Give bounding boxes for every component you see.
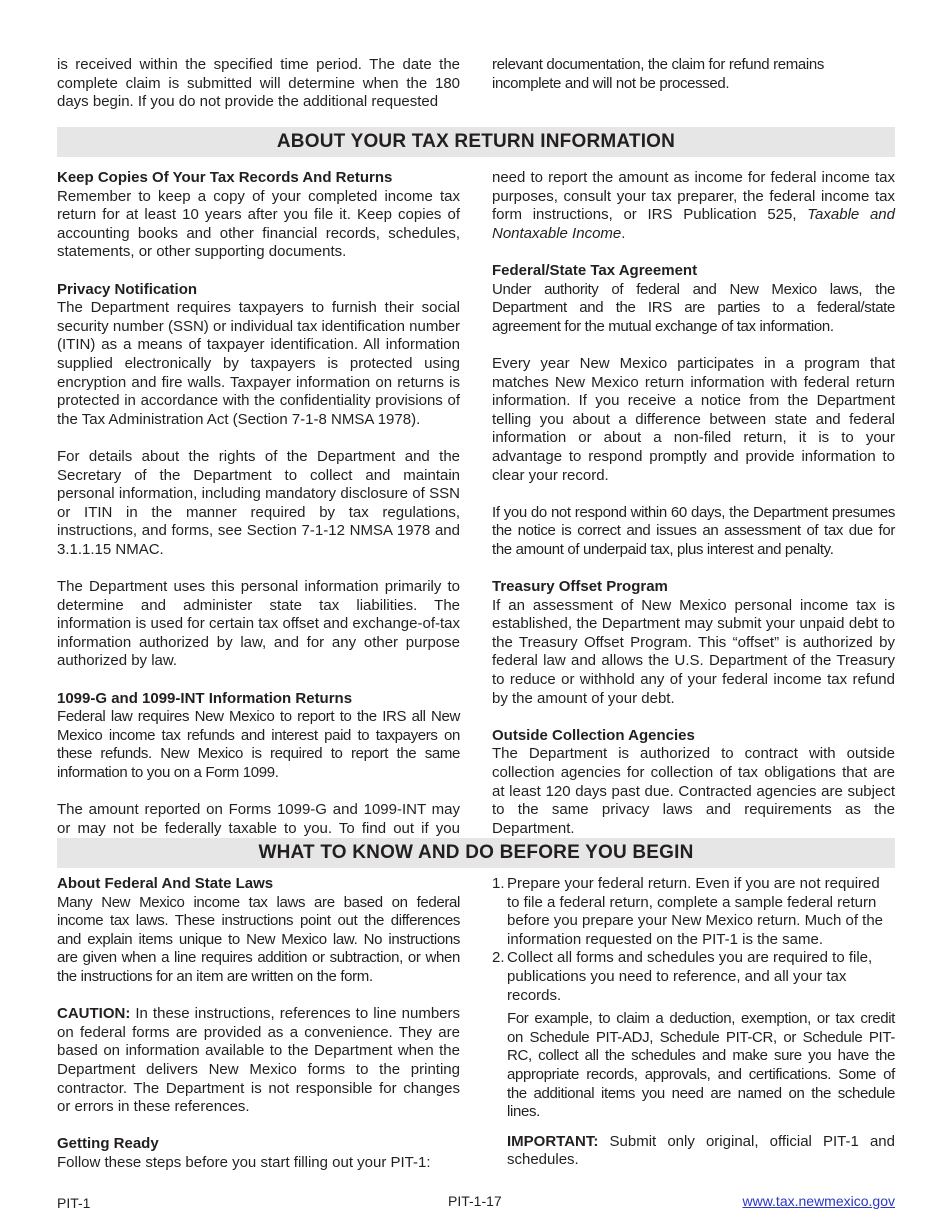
top-continuation (57, 56, 895, 112)
heading-getting-ready: Getting Ready (57, 1135, 159, 1153)
continuation-right: relevant documentation, the claim for refund remains incomplete and will not be processed. (492, 56, 824, 92)
info-returns-text-1: Federal law requires New Mexico to report to the IRS all New Mexico income tax refunds and interest paid to taxpayers on these refunds. New Mexico is required to report the same information to you on a Form 1099. (57, 708, 460, 781)
fed-state-text-2: Every year New Mexico participates in a program that matches New Mexico return information with federal return information. If you receive a notice from the Department telling you about a difference between state and federal information or about a non-filed return, it is to your advantage to respond promptly and provide information to clear your record. (492, 354, 895, 484)
heading-info-returns: 1099-G and 1099-INT Information Returns (57, 689, 353, 707)
privacy-text-1: The Department requires taxpayers to furnish their social security number (SSN) or individual tax identification number (ITIN) as a means of taxpayer identification. All information supplied electronically by taxpayers is protected using encryption and fire walls. Taxpayer information on returns is protected in accordance with the confidentiality provisions of the Tax Administration Act (Section 7-1-8 NMSA 1978). (57, 299, 460, 428)
info-returns-text-2: The amount reported on Forms 1099-G and 1099-INT may or may not be federally taxable to you. To find out if you (57, 801, 460, 837)
info-returns-cont-text: need to report the amount as income for federal income tax purposes, consult your tax preparer, the federal income tax form instructions, or IRS Publication 525, (492, 169, 895, 224)
section-tax-return-info (57, 169, 895, 838)
left-column (57, 169, 460, 838)
heading-fed-state: Federal/State Tax Agreement (492, 261, 698, 279)
collection-text: The Department is authorized to contract with outside collection agencies for collection of tax obligations that are at least 120 days past due. Contracted agencies are subject to the same privacy laws and requirements as the Department. (492, 745, 895, 837)
continuation-left: is received within the specified time period. The date the complete claim is submitted will determine when the 180 days begin. If you do not provide the additional requested (57, 56, 460, 111)
privacy-text-2: For details about the rights of the Department and the Secretary of the Department to collect and maintain personal information, including mandatory disclosure of SSN or ITIN in the manner required by tax regulations, instructions, and forms, see Section 7-1-12 NMSA 1978 and 3.1.1.15 NMAC. (57, 447, 460, 558)
info-returns-continuation (492, 169, 895, 243)
step-number: 2. (492, 949, 505, 967)
footer-website-link[interactable]: www.tax.newmexico.gov (742, 1193, 895, 1209)
fed-state-text-1: Under authority of federal and New Mexico laws, the Department and the IRS are parties to a federal/state agreement for the mutual exchange of tax information. (492, 280, 895, 335)
heading-laws: About Federal And State Laws (57, 875, 274, 892)
section-before-you-begin (57, 875, 895, 1173)
important-text (492, 1133, 895, 1170)
caution-text (57, 1005, 460, 1117)
publication-title: Taxable and Nontaxable Income (492, 206, 895, 242)
important-body: Submit only original, official PIT-1 and schedules. (507, 1132, 895, 1169)
heading-keep-copies: Keep Copies Of Your Tax Records And Returns (57, 169, 393, 186)
fed-state-text-3: If you do not respond within 60 days, the Department presumes the notice is correct and issues an assessment of tax due for the amount of underpaid tax, plus interest and penalty. (492, 503, 895, 558)
important-label: IMPORTANT: (507, 1132, 599, 1150)
page-footer (57, 1192, 895, 1212)
step-text: Collect all forms and schedules you are required to file, publications you need to reference, and all your tax records. (507, 949, 873, 1004)
step-item (492, 875, 895, 949)
info-returns-cont-end: . (621, 224, 626, 242)
getting-ready-text: Follow these steps before you start filling out your PIT-1: (57, 1153, 431, 1171)
heading-treasury: Treasury Offset Program (492, 578, 668, 596)
step-item (492, 949, 895, 1005)
privacy-text-3: The Department uses this personal information primarily to determine and administer state tax liabilities. The information is used for certain tax offset and exchange-of-tax information authorized by law, and for any other purpose authorized by law. (57, 578, 460, 670)
example-text: For example, to claim a deduction, exemption, or tax credit on Schedule PIT-ADJ, Schedule PIT-CR, or Schedule PIT-RC, collect all the schedules and make sure you have the appropriate records, approvals, and certifications. Some of the additional items you need are named on the schedule lines. (507, 1010, 895, 1121)
heading-privacy: Privacy Notification (57, 280, 198, 298)
left-column-2 (57, 875, 460, 1173)
footer-page-number: PIT-1-17 (448, 1193, 502, 1209)
steps-list (492, 875, 895, 1005)
right-column (492, 169, 895, 838)
keep-copies-text: Remember to keep a copy of your completed income tax return for at least 10 years after you file it. Keep copies of accounting books and other financial records, schedules, statements, or other supporting documents. (57, 187, 460, 261)
laws-text: Many New Mexico income tax laws are based on federal income tax laws. These instructions point out the differences and explain items unique to New Mexico law. No instructions are given when a line requires addition or subtraction, or when the instructions for an item are written on the form. (57, 893, 460, 985)
right-column-2 (492, 875, 895, 1173)
step-number: 1. (492, 875, 505, 892)
footer-form-name: PIT-1 (57, 1195, 91, 1211)
caution-body: In these instructions, references to line numbers on federal forms are provided as a convenience. They are based on information available to the Department when the Department delivers New Mexico forms to the printing contractor. The Department is not responsible for changes or errors in these references. (57, 1005, 460, 1116)
section-heading-before-you-begin: WHAT TO KNOW AND DO BEFORE YOU BEGIN (57, 838, 895, 868)
section-heading-tax-return-info: ABOUT YOUR TAX RETURN INFORMATION (57, 127, 895, 157)
heading-collection: Outside Collection Agencies (492, 726, 695, 744)
step-text: Prepare your federal return. Even if you are not required to file a federal return, complete a sample federal return before you prepare your New Mexico return. Much of the information requested on the PIT-1 is the same. (507, 875, 884, 948)
caution-label: CAUTION: (57, 1005, 131, 1023)
treasury-text: If an assessment of New Mexico personal income tax is established, the Department may submit your unpaid debt to the Treasury Offset Program. This “offset” is authorized by federal law and allows the U.S. Department of the Treasury to reduce or withhold any of your federal income tax refund by the amount of your debt. (492, 596, 895, 707)
